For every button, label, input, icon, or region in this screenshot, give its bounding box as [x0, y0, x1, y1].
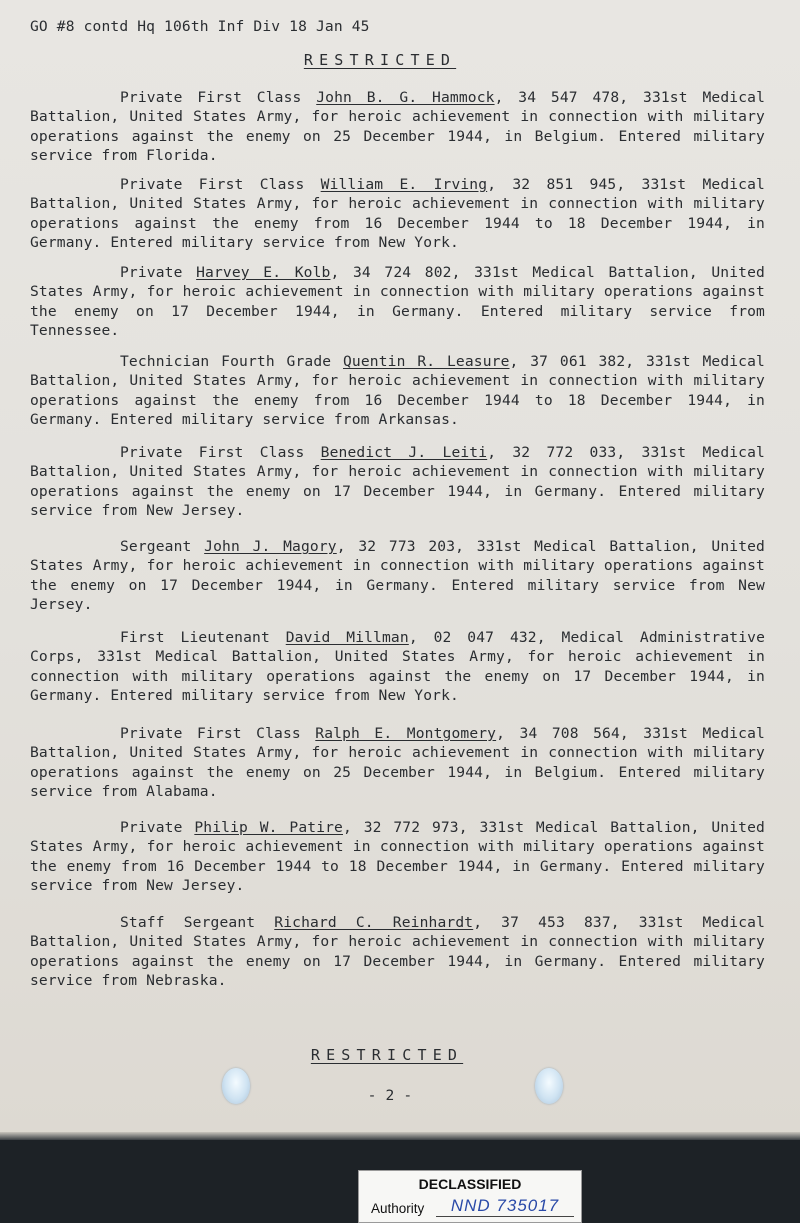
citation-rank: Private First Class	[120, 444, 305, 461]
citation-text: , 34 708 564, 331st Medical Battalion, United States Army, for heroic achievement in connection with military operations against the enemy on 25 December 1944, in Belgium. Entered military service from Alabama.	[30, 725, 765, 800]
citation-name: Philip W. Patire	[194, 819, 343, 836]
citation-name: David Millman	[285, 629, 409, 646]
citation-paragraph	[30, 263, 765, 340]
citation-name: William E. Irving	[320, 176, 488, 193]
citation-name: John B. G. Hammock	[316, 89, 495, 106]
citation-text: , 02 047 432, Medical Administrative Corps, 331st Medical Battalion, United States Army, for heroic achievement in connection with military operations against the enemy on 17 December 1944, in Germany. Entered military service from New York.	[30, 629, 766, 704]
citation-name: Quentin R. Leasure	[343, 353, 510, 370]
stamp-title: DECLASSIFIED	[418, 1176, 522, 1192]
declassified-stamp	[358, 1170, 582, 1223]
citation-text: , 37 061 382, 331st Medical Battalion, United States Army, for heroic achievement in connection with military operations against the enemy from 16 December 1944 to 18 December 1944, in Germany. Entered military service from Arkansas.	[30, 353, 765, 428]
citation-rank: Private First Class	[120, 176, 305, 193]
citation-text: , 32 772 973, 331st Medical Battalion, United States Army, for heroic achievement in connection with military operations against the enemy from 16 December 1944 to 18 December 1944, in Germany. Entered military service from New Jersey.	[30, 819, 765, 894]
page-number: - 2 -	[367, 1087, 413, 1104]
citation-rank: Private First Class	[120, 89, 302, 106]
citation-rank: Technician Fourth Grade	[120, 353, 332, 370]
citation-name: Harvey E. Kolb	[196, 264, 331, 281]
citation-paragraph	[30, 628, 765, 705]
citation-text: , 34 547 478, 331st Medical Battalion, United States Army, for heroic achievement in connection with military operations against the enemy on 25 December 1944, in Belgium. Entered military service from Florida.	[30, 89, 766, 164]
stamp-authority-label: Authority	[371, 1201, 425, 1216]
citation-paragraph	[30, 537, 765, 614]
citation-name: Ralph E. Montgomery	[315, 725, 497, 742]
citation-paragraph	[30, 913, 765, 990]
citation-rank: Private	[120, 819, 183, 836]
citation-text: , 32 772 033, 331st Medical Battalion, United States Army, for heroic achievement in connection with military operations against the enemy on 17 December 1944, in Germany. Entered military service from New Jersey.	[30, 444, 765, 519]
stamp-authority-value: NND 735017	[436, 1196, 574, 1217]
citation-name: Benedict J. Leiti	[320, 444, 488, 461]
citation-rank: First Lieutenant	[120, 629, 270, 646]
citation-text: , 32 851 945, 331st Medical Battalion, United States Army, for heroic achievement in connection with military operations against the enemy from 16 December 1944 to 18 December 1944, in Germany. Entered military service from New York.	[30, 176, 765, 251]
paper-edge	[0, 1132, 800, 1140]
citation-paragraph	[30, 818, 765, 895]
citation-paragraph	[30, 352, 765, 429]
citation-rank: Private First Class	[120, 725, 301, 742]
citation-rank: Sergeant	[120, 538, 192, 555]
citation-rank: Staff Sergeant	[120, 914, 256, 931]
citation-paragraph	[30, 724, 765, 801]
citation-name: Richard C. Reinhardt	[274, 914, 474, 931]
citation-rank: Private	[120, 264, 183, 281]
citation-paragraph	[30, 175, 765, 252]
citation-text: , 34 724 802, 331st Medical Battalion, United States Army, for heroic achievement in connection with military operations against the enemy on 17 December 1944, in Germany. Entered military service from Tennessee.	[30, 264, 765, 339]
classification-marking-top: RESTRICTED	[303, 51, 457, 69]
citation-paragraph	[30, 88, 765, 165]
citation-text: , 37 453 837, 331st Medical Battalion, United States Army, for heroic achievement in connection with military operations against the enemy on 17 December 1944, in Germany. Entered military service from Nebraska.	[30, 914, 766, 989]
citation-text: , 32 773 203, 331st Medical Battalion, United States Army, for heroic achievement in connection with military operations against the enemy on 17 December 1944, in Germany. Entered military service from New Jersey.	[30, 538, 765, 613]
citation-name: John J. Magory	[204, 538, 337, 555]
classification-marking-bottom: RESTRICTED	[310, 1046, 464, 1064]
document-header: GO #8 contd Hq 106th Inf Div 18 Jan 45	[30, 18, 370, 35]
citation-paragraph	[30, 443, 765, 520]
